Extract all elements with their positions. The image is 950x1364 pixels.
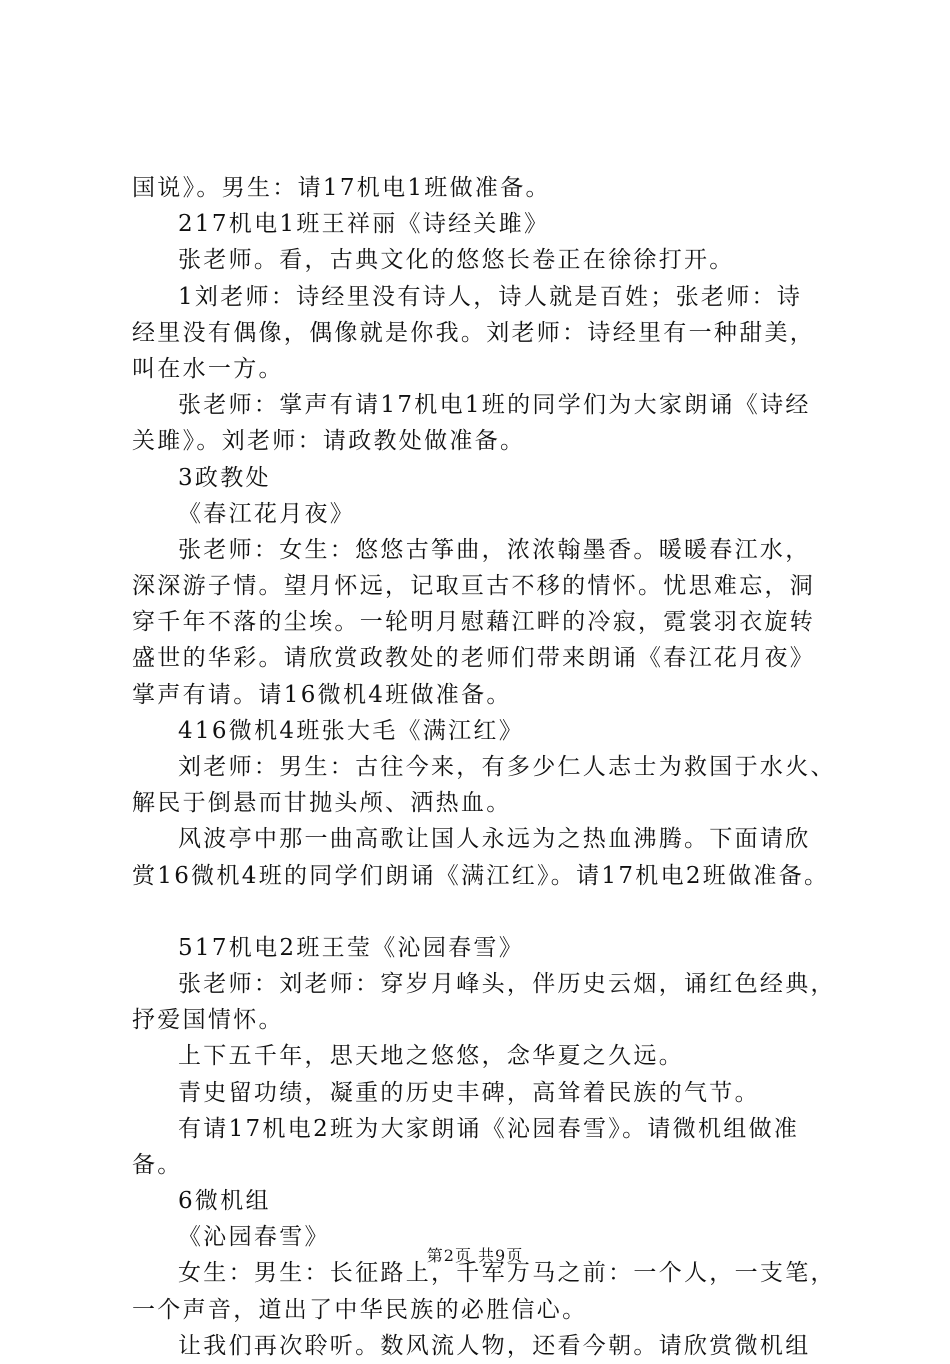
text-line: 青史留功绩，凝重的历史丰碑，高耸着民族的气节。 (178, 1079, 760, 1106)
text-line: 1刘老师：诗经里没有诗人，诗人就是百姓；张老师：诗 (178, 283, 803, 310)
text-line: 穿千年不落的尘埃。一轮明月慰藉江畔的冷寂，霓裳羽衣旋转 (132, 609, 816, 636)
blank-line (132, 894, 852, 930)
text-line: 掌声有请。请16微机4班做准备。 (132, 681, 512, 708)
text-line: 抒爱国情怀。 (132, 1007, 284, 1034)
text-line: 让我们再次聆听。数风流人物，还看今朝。请欣赏微机组 (178, 1332, 811, 1359)
text-line: 张老师：女生：悠悠古筝曲，浓浓翰墨香。暖暖春江水， (178, 536, 811, 563)
text-line: 《春江花月夜》 (178, 500, 356, 527)
text-line: 关雎》。刘老师：请政教处做准备。 (132, 428, 526, 455)
text-line: 备。 (132, 1151, 183, 1178)
text-line: 赏16微机4班的同学们朗诵《满江红》。请17机电2班做准备。 (132, 862, 830, 889)
text-line: 深深游子情。望月怀远，记取亘古不移的情怀。忧思难忘，洞 (132, 573, 816, 600)
text-line: 国说》。男生：请17机电1班做准备。 (132, 175, 551, 201)
text-line: 3政教处 (178, 464, 271, 491)
text-line: 416微机4班张大毛《满江红》 (178, 717, 525, 744)
text-line: 叫在水一方。 (132, 355, 284, 382)
text-line: 解民于倒悬而甘抛头颅、洒热血。 (132, 790, 512, 817)
text-line: 风波亭中那一曲高歌让国人永远为之热血沸腾。下面请欣 (178, 826, 811, 853)
text-line: 经里没有偶像，偶像就是你我。刘老师：诗经里有一种甜美， (132, 319, 816, 346)
text-line: 张老师：掌声有请17机电1班的同学们为大家朗诵《诗经 (178, 392, 811, 419)
text-line: 《沁园春雪》 (178, 1224, 330, 1251)
text-line: 盛世的华彩。请欣赏政教处的老师们带来朗诵《春江花月夜》 (132, 645, 816, 672)
text-line: 一个声音，道出了中华民族的必胜信心。 (132, 1296, 588, 1323)
page-number-footer: 第2页 共9页 (426, 1246, 524, 1265)
text-line: 刘老师：男生：古往今来，有多少仁人志士为救国于水火、 (178, 754, 836, 780)
text-line: 6微机组 (178, 1188, 271, 1215)
text-line: 张老师。看，古典文化的悠悠长卷正在徐徐打开。 (178, 247, 735, 274)
text-line: 女生：男生：长征路上，千军万马之前：一个人，一支笔， (178, 1260, 836, 1287)
document-body (132, 170, 852, 1364)
text-line: 517机电2班王莹《沁园春雪》 (178, 934, 525, 961)
text-line: 217机电1班王祥丽《诗经关雎》 (178, 211, 550, 238)
text-line: 张老师：刘老师：穿岁月峰头，伴历史云烟，诵红色经典， (178, 970, 836, 997)
text-line: 有请17机电2班为大家朗诵《沁园春雪》。请微机组做准 (178, 1115, 800, 1142)
text-line: 上下五千年，思天地之悠悠，念华夏之久远。 (178, 1043, 684, 1070)
